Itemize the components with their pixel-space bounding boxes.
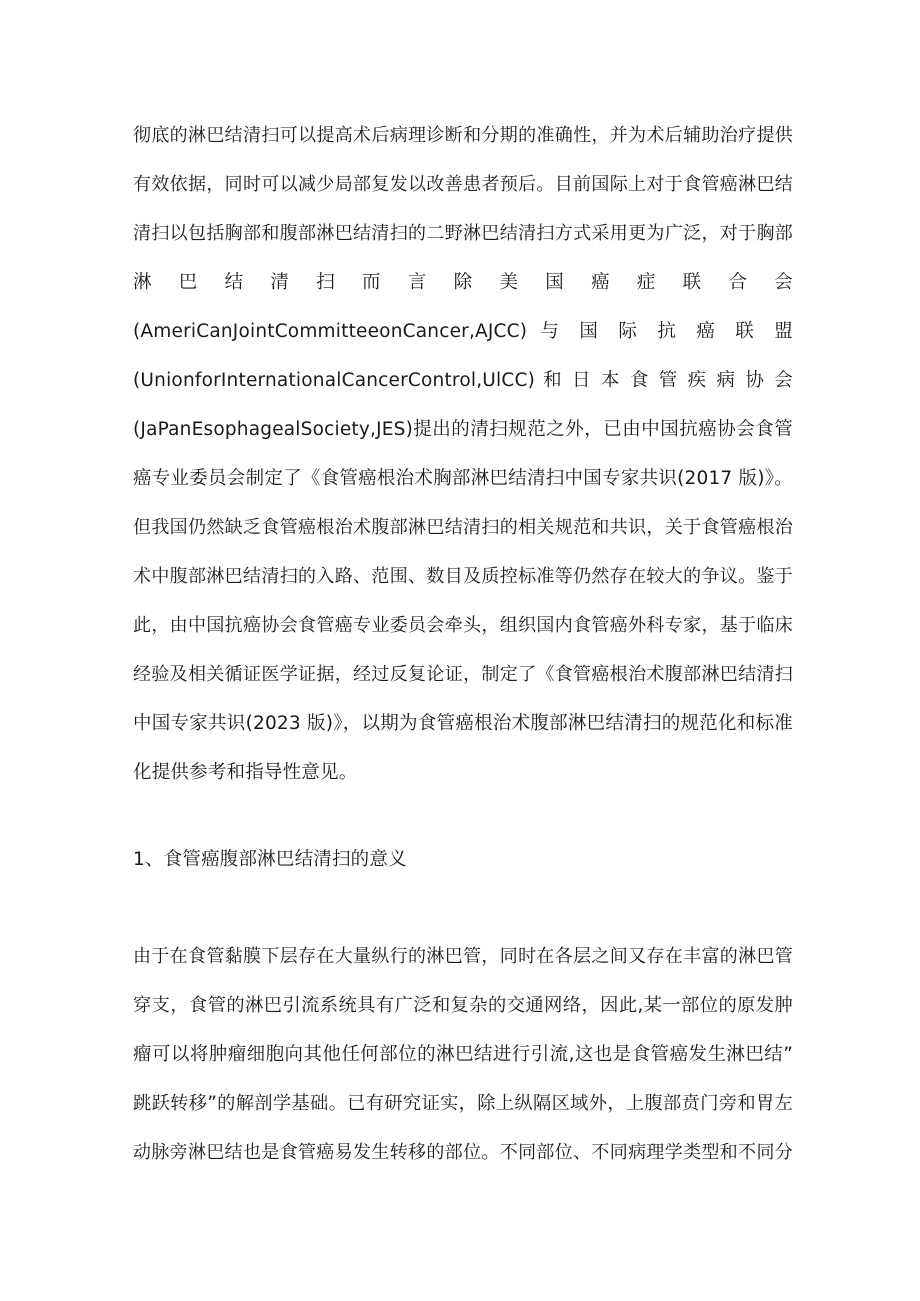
text-line: 有效依据，同时可以减少局部复发以改善患者预后。目前国际上对于食管癌淋巴结	[133, 174, 793, 195]
text-line: 淋 巴 结 清 扫 而 言 除 美 国 癌 症 联 合 会	[133, 272, 793, 293]
text-line: 经验及相关循证医学证据，经过反复论证，制定了《食管癌根治术腹部淋巴结清扫	[133, 664, 793, 685]
section-heading: 1、食管癌腹部淋巴结清扫的意义	[133, 849, 407, 870]
text-line: 动脉旁淋巴结也是食管癌易发生转移的部位。不同部位、不同病理学类型和不同分	[133, 1142, 793, 1163]
text-line: 跳跃转移”的解剖学基础。已有研究证实，除上纵隔区域外，上腹部贲门旁和胃左	[133, 1093, 793, 1114]
text-line: 癌专业委员会制定了《食管癌根治术胸部淋巴结清扫中国专家共识(2017 版)》。	[133, 468, 793, 489]
text-line: 术中腹部淋巴结清扫的入路、范围、数目及质控标准等仍然存在较大的争议。鉴于	[133, 566, 793, 587]
text-line: 穿支，食管的淋巴引流系统具有广泛和复杂的交通网络，因此,某一部位的原发肿	[133, 995, 793, 1016]
intro-paragraph	[133, 111, 793, 797]
text-line: 此，由中国抗癌协会食管癌专业委员会牵头，组织国内食管癌外科专家，基于临床	[133, 615, 793, 636]
text-line: 化提供参考和指导性意见。	[133, 762, 358, 783]
text-line: 清扫以包括胸部和腹部淋巴结清扫的二野淋巴结清扫方式采用更为广泛，对于胸部	[133, 223, 793, 244]
text-line: 但我国仍然缺乏食管癌根治术腹部淋巴结清扫的相关规范和共识，关于食管癌根治	[133, 517, 793, 538]
text-line: 中国专家共识(2023 版)》，以期为食管癌根治术腹部淋巴结清扫的规范化和标准	[133, 713, 793, 734]
text-line: (AmeriCanJointCommitteeonCancer,AJCC) 与 国 际 抗 癌 联 盟	[133, 321, 793, 342]
text-line: 彻底的淋巴结清扫可以提高术后病理诊断和分期的准确性，并为术后辅助治疗提供	[133, 125, 793, 146]
text-line: (UnionforInternationalCancerControl,UlCC) 和 日 本 食 管 疾 病 协 会	[133, 370, 793, 391]
text-line: 由于在食管黏膜下层存在大量纵行的淋巴管，同时在各层之间又存在丰富的淋巴管	[133, 946, 793, 967]
text-line: 瘤可以将肿瘤细胞向其他任何部位的淋巴结进行引流,这也是食管癌发生淋巴结”	[133, 1044, 793, 1065]
text-line: (JaPanEsophagealSociety,JES)提出的清扫规范之外，已由中国抗癌协会食管	[133, 419, 793, 440]
body-paragraph	[133, 932, 793, 1177]
